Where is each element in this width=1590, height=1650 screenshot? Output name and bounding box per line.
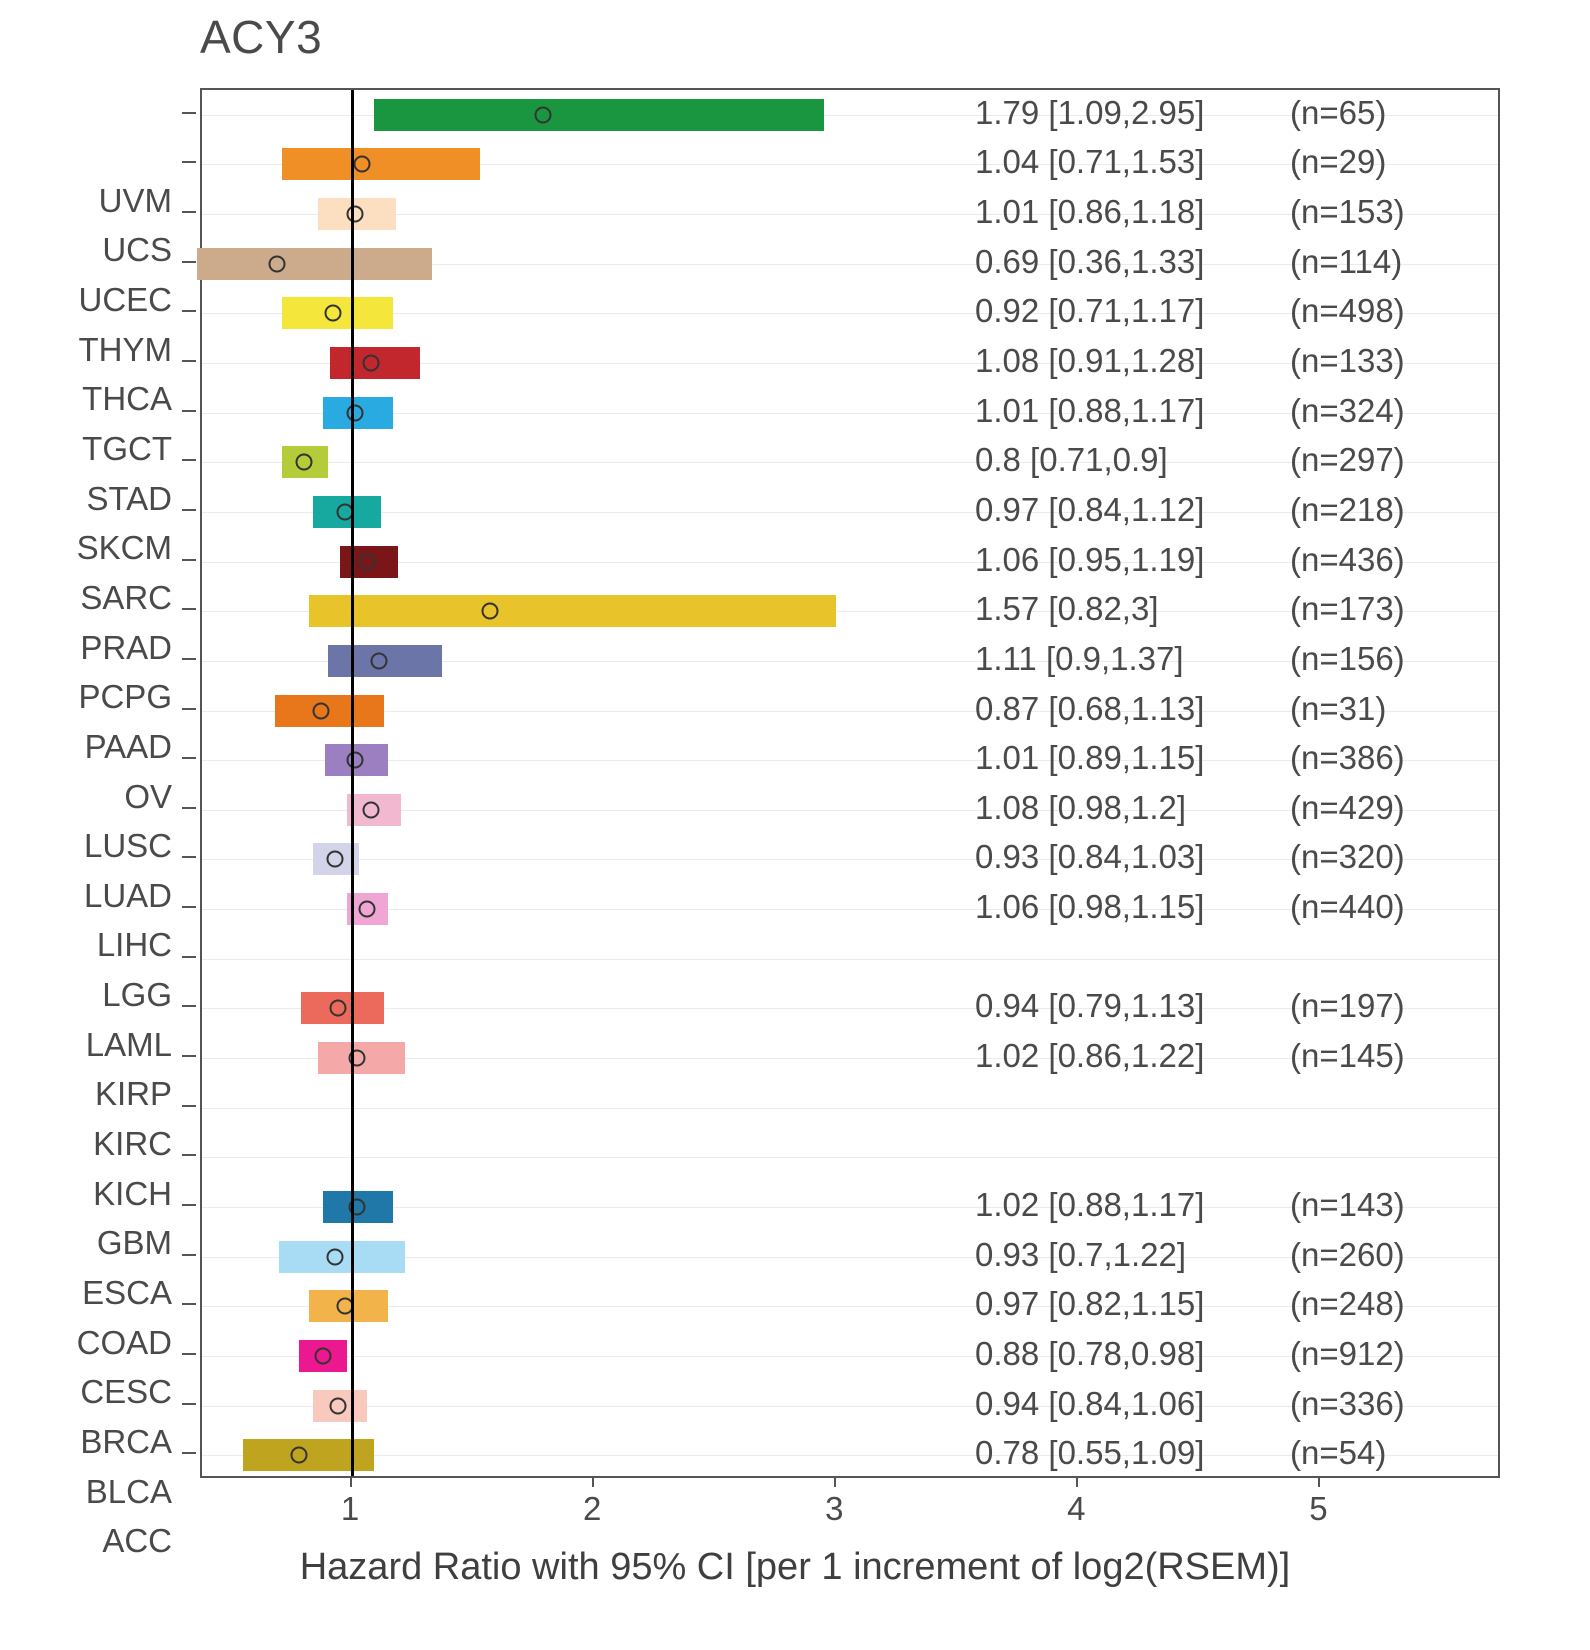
hr-ci-text: 1.08 [0.98,1.2]	[975, 788, 1187, 826]
sample-size-text: (n=260)	[1290, 1235, 1405, 1273]
hr-ci-text: 1.08 [0.91,1.28]	[975, 342, 1205, 380]
y-axis-tick	[182, 1105, 196, 1107]
hr-point	[269, 255, 286, 272]
y-axis-tick	[182, 360, 196, 362]
hr-point	[535, 106, 552, 123]
sample-size-text: (n=156)	[1290, 639, 1405, 677]
hr-ci-text: 1.06 [0.95,1.19]	[975, 540, 1205, 578]
y-axis-tick-label: UVM	[98, 181, 172, 219]
hr-ci-text: 0.94 [0.84,1.06]	[975, 1384, 1205, 1422]
y-axis-tick	[182, 410, 196, 412]
sample-size-text: (n=436)	[1290, 540, 1405, 578]
hr-point	[358, 901, 375, 918]
hr-ci-text: 1.01 [0.89,1.15]	[975, 739, 1205, 777]
y-axis-tick	[182, 459, 196, 461]
hr-ci-text: 0.97 [0.84,1.12]	[975, 490, 1205, 528]
y-axis-tick	[182, 509, 196, 511]
hr-ci-text: 0.93 [0.84,1.03]	[975, 838, 1205, 876]
y-axis-tick-label: LAML	[85, 1025, 172, 1063]
hr-ci-text: 1.01 [0.86,1.18]	[975, 193, 1205, 231]
sample-size-text: (n=320)	[1290, 838, 1405, 876]
y-axis-tick-label: PCPG	[78, 678, 172, 716]
sample-size-text: (n=248)	[1290, 1285, 1405, 1323]
hr-point	[346, 752, 363, 769]
y-axis-tick	[182, 112, 196, 114]
hr-ci-text: 0.94 [0.79,1.13]	[975, 987, 1205, 1025]
hr-ci-text: 1.79 [1.09,2.95]	[975, 93, 1205, 131]
sample-size-text: (n=114)	[1290, 242, 1403, 280]
sample-size-text: (n=912)	[1290, 1334, 1405, 1372]
y-axis-tick	[182, 161, 196, 163]
y-axis-tick	[182, 906, 196, 908]
hr-point	[290, 1447, 307, 1464]
y-axis-tick	[182, 757, 196, 759]
y-axis-tick	[182, 1452, 196, 1454]
y-axis-tick	[182, 608, 196, 610]
hr-ci-text: 0.88 [0.78,0.98]	[975, 1334, 1205, 1372]
y-axis-tick-label: SKCM	[76, 529, 172, 567]
x-axis-tick	[834, 1478, 836, 1487]
sample-size-text: (n=133)	[1290, 342, 1405, 380]
y-axis-tick-label: ESCA	[82, 1273, 172, 1311]
sample-size-text: (n=336)	[1290, 1384, 1405, 1422]
sample-size-text: (n=143)	[1290, 1185, 1405, 1223]
ci-bar	[197, 248, 432, 280]
hr-ci-text: 0.78 [0.55,1.09]	[975, 1434, 1205, 1472]
x-axis-tick	[350, 1478, 352, 1487]
sample-size-text: (n=218)	[1290, 490, 1405, 528]
x-axis-ticks	[200, 1478, 1500, 1527]
y-axis-tick	[182, 1204, 196, 1206]
hr-point	[358, 553, 375, 570]
y-axis-tick-label: THYM	[78, 330, 172, 368]
sample-size-text: (n=324)	[1290, 391, 1405, 429]
sample-size-text: (n=65)	[1290, 93, 1387, 131]
y-axis-tick	[182, 211, 196, 213]
page-title: ACY3	[200, 11, 323, 63]
ci-bar	[243, 1439, 374, 1471]
hr-point	[363, 355, 380, 372]
hr-ci-text: 0.87 [0.68,1.13]	[975, 689, 1205, 727]
sample-size-text: (n=31)	[1290, 689, 1387, 727]
sample-size-text: (n=153)	[1290, 193, 1405, 231]
x-axis-tick-label: 5	[1309, 1490, 1328, 1527]
y-axis-tick-label: LGG	[102, 976, 172, 1014]
hr-point	[363, 801, 380, 818]
sample-size-text: (n=297)	[1290, 441, 1405, 479]
y-axis-tick-label: PAAD	[84, 727, 172, 765]
sample-size-text: (n=386)	[1290, 739, 1405, 777]
y-axis-tick-label: UCEC	[78, 281, 172, 319]
x-axis-title: Hazard Ratio with 95% CI [per 1 increment of log2(RSEM)]	[299, 1546, 1291, 1588]
hr-ci-text: 0.97 [0.82,1.15]	[975, 1285, 1205, 1323]
hr-ci-text: 1.02 [0.88,1.17]	[975, 1185, 1205, 1223]
hr-point	[312, 702, 329, 719]
ci-bar	[282, 148, 481, 180]
hr-ci-text: 0.93 [0.7,1.22]	[975, 1235, 1187, 1273]
y-axis-tick-label: BLCA	[85, 1472, 172, 1510]
y-axis-tick-label: KIRP	[94, 1075, 172, 1113]
y-axis-tick-label: UCS	[102, 231, 172, 269]
x-axis-tick-label: 4	[1067, 1490, 1086, 1527]
sample-size-text: (n=440)	[1290, 888, 1405, 926]
sample-size-text: (n=145)	[1290, 1037, 1405, 1075]
hr-point	[482, 603, 499, 620]
hr-ci-text: 1.04 [0.71,1.53]	[975, 143, 1205, 181]
y-axis-tick	[182, 559, 196, 561]
reference-line	[351, 90, 354, 1476]
sample-size-text: (n=498)	[1290, 292, 1405, 330]
y-axis-tick-label: CESC	[80, 1373, 172, 1411]
y-axis-tick-label: KICH	[93, 1174, 172, 1212]
y-axis-tick	[182, 1303, 196, 1305]
ci-bar	[309, 595, 837, 627]
ci-bar	[374, 99, 824, 131]
hr-point	[346, 404, 363, 421]
hr-ci-text: 1.57 [0.82,3]	[975, 590, 1159, 628]
hr-point	[324, 305, 341, 322]
x-axis-tick	[592, 1478, 594, 1487]
gridline	[202, 1157, 1498, 1158]
y-axis-tick	[182, 1154, 196, 1156]
hr-point	[329, 1397, 346, 1414]
x-axis-tick	[1318, 1478, 1320, 1487]
y-axis-tick	[182, 807, 196, 809]
sample-size-text: (n=29)	[1290, 143, 1387, 181]
gridline	[202, 1108, 1498, 1109]
gridline	[202, 959, 1498, 960]
y-axis-tick-label: LUAD	[83, 876, 172, 914]
y-axis-tick	[182, 708, 196, 710]
y-axis-tick-label: STAD	[86, 479, 172, 517]
y-axis-tick-label: ACC	[102, 1522, 172, 1560]
y-axis-tick	[182, 1254, 196, 1256]
sample-size-text: (n=197)	[1290, 987, 1405, 1025]
y-axis-tick	[182, 1403, 196, 1405]
sample-size-text: (n=54)	[1290, 1434, 1387, 1472]
x-axis-tick	[1076, 1478, 1078, 1487]
hr-point	[353, 156, 370, 173]
hr-point	[346, 206, 363, 223]
y-axis-tick-label: SARC	[80, 578, 172, 616]
hr-ci-text: 1.02 [0.86,1.22]	[975, 1037, 1205, 1075]
y-axis-tick	[182, 956, 196, 958]
y-axis-tick-label: LUSC	[83, 827, 172, 865]
hr-ci-text: 0.8 [0.71,0.9]	[975, 441, 1168, 479]
y-axis-tick-label: OV	[124, 777, 172, 815]
hr-ci-text: 1.11 [0.9,1.37]	[975, 639, 1184, 677]
hr-point	[315, 1347, 332, 1364]
y-axis-tick	[182, 1353, 196, 1355]
hr-point	[370, 652, 387, 669]
y-axis-tick	[182, 310, 196, 312]
sample-size-text: (n=429)	[1290, 788, 1405, 826]
y-axis-tick-label: PRAD	[80, 628, 172, 666]
hr-ci-text: 1.01 [0.88,1.17]	[975, 391, 1205, 429]
sample-size-text: (n=173)	[1290, 590, 1405, 628]
y-axis-labels	[0, 88, 198, 1560]
y-axis-tick	[182, 658, 196, 660]
hr-point	[329, 1000, 346, 1017]
y-axis-tick-label: BRCA	[80, 1422, 172, 1460]
y-axis-tick	[182, 261, 196, 263]
y-axis-tick-label: GBM	[96, 1224, 172, 1262]
y-axis-tick	[182, 1055, 196, 1057]
y-axis-tick-label: COAD	[76, 1323, 172, 1361]
y-axis-tick	[182, 1005, 196, 1007]
x-axis-tick-label: 2	[582, 1490, 602, 1527]
x-axis-tick-label: 3	[825, 1490, 844, 1527]
x-axis-tick-label: 1	[340, 1490, 360, 1527]
hr-ci-text: 1.06 [0.98,1.15]	[975, 888, 1205, 926]
y-axis-tick-label: LIHC	[96, 926, 172, 964]
hr-point	[327, 851, 344, 868]
y-axis-tick-label: TGCT	[82, 430, 172, 468]
hr-ci-text: 0.69 [0.36,1.33]	[975, 242, 1205, 280]
y-axis-tick	[182, 856, 196, 858]
hr-point	[327, 1248, 344, 1265]
hr-point	[295, 454, 312, 471]
y-axis-tick-label: THCA	[82, 380, 172, 418]
y-axis-tick-label: KIRC	[93, 1125, 172, 1163]
hr-ci-text: 0.92 [0.71,1.17]	[975, 292, 1205, 330]
